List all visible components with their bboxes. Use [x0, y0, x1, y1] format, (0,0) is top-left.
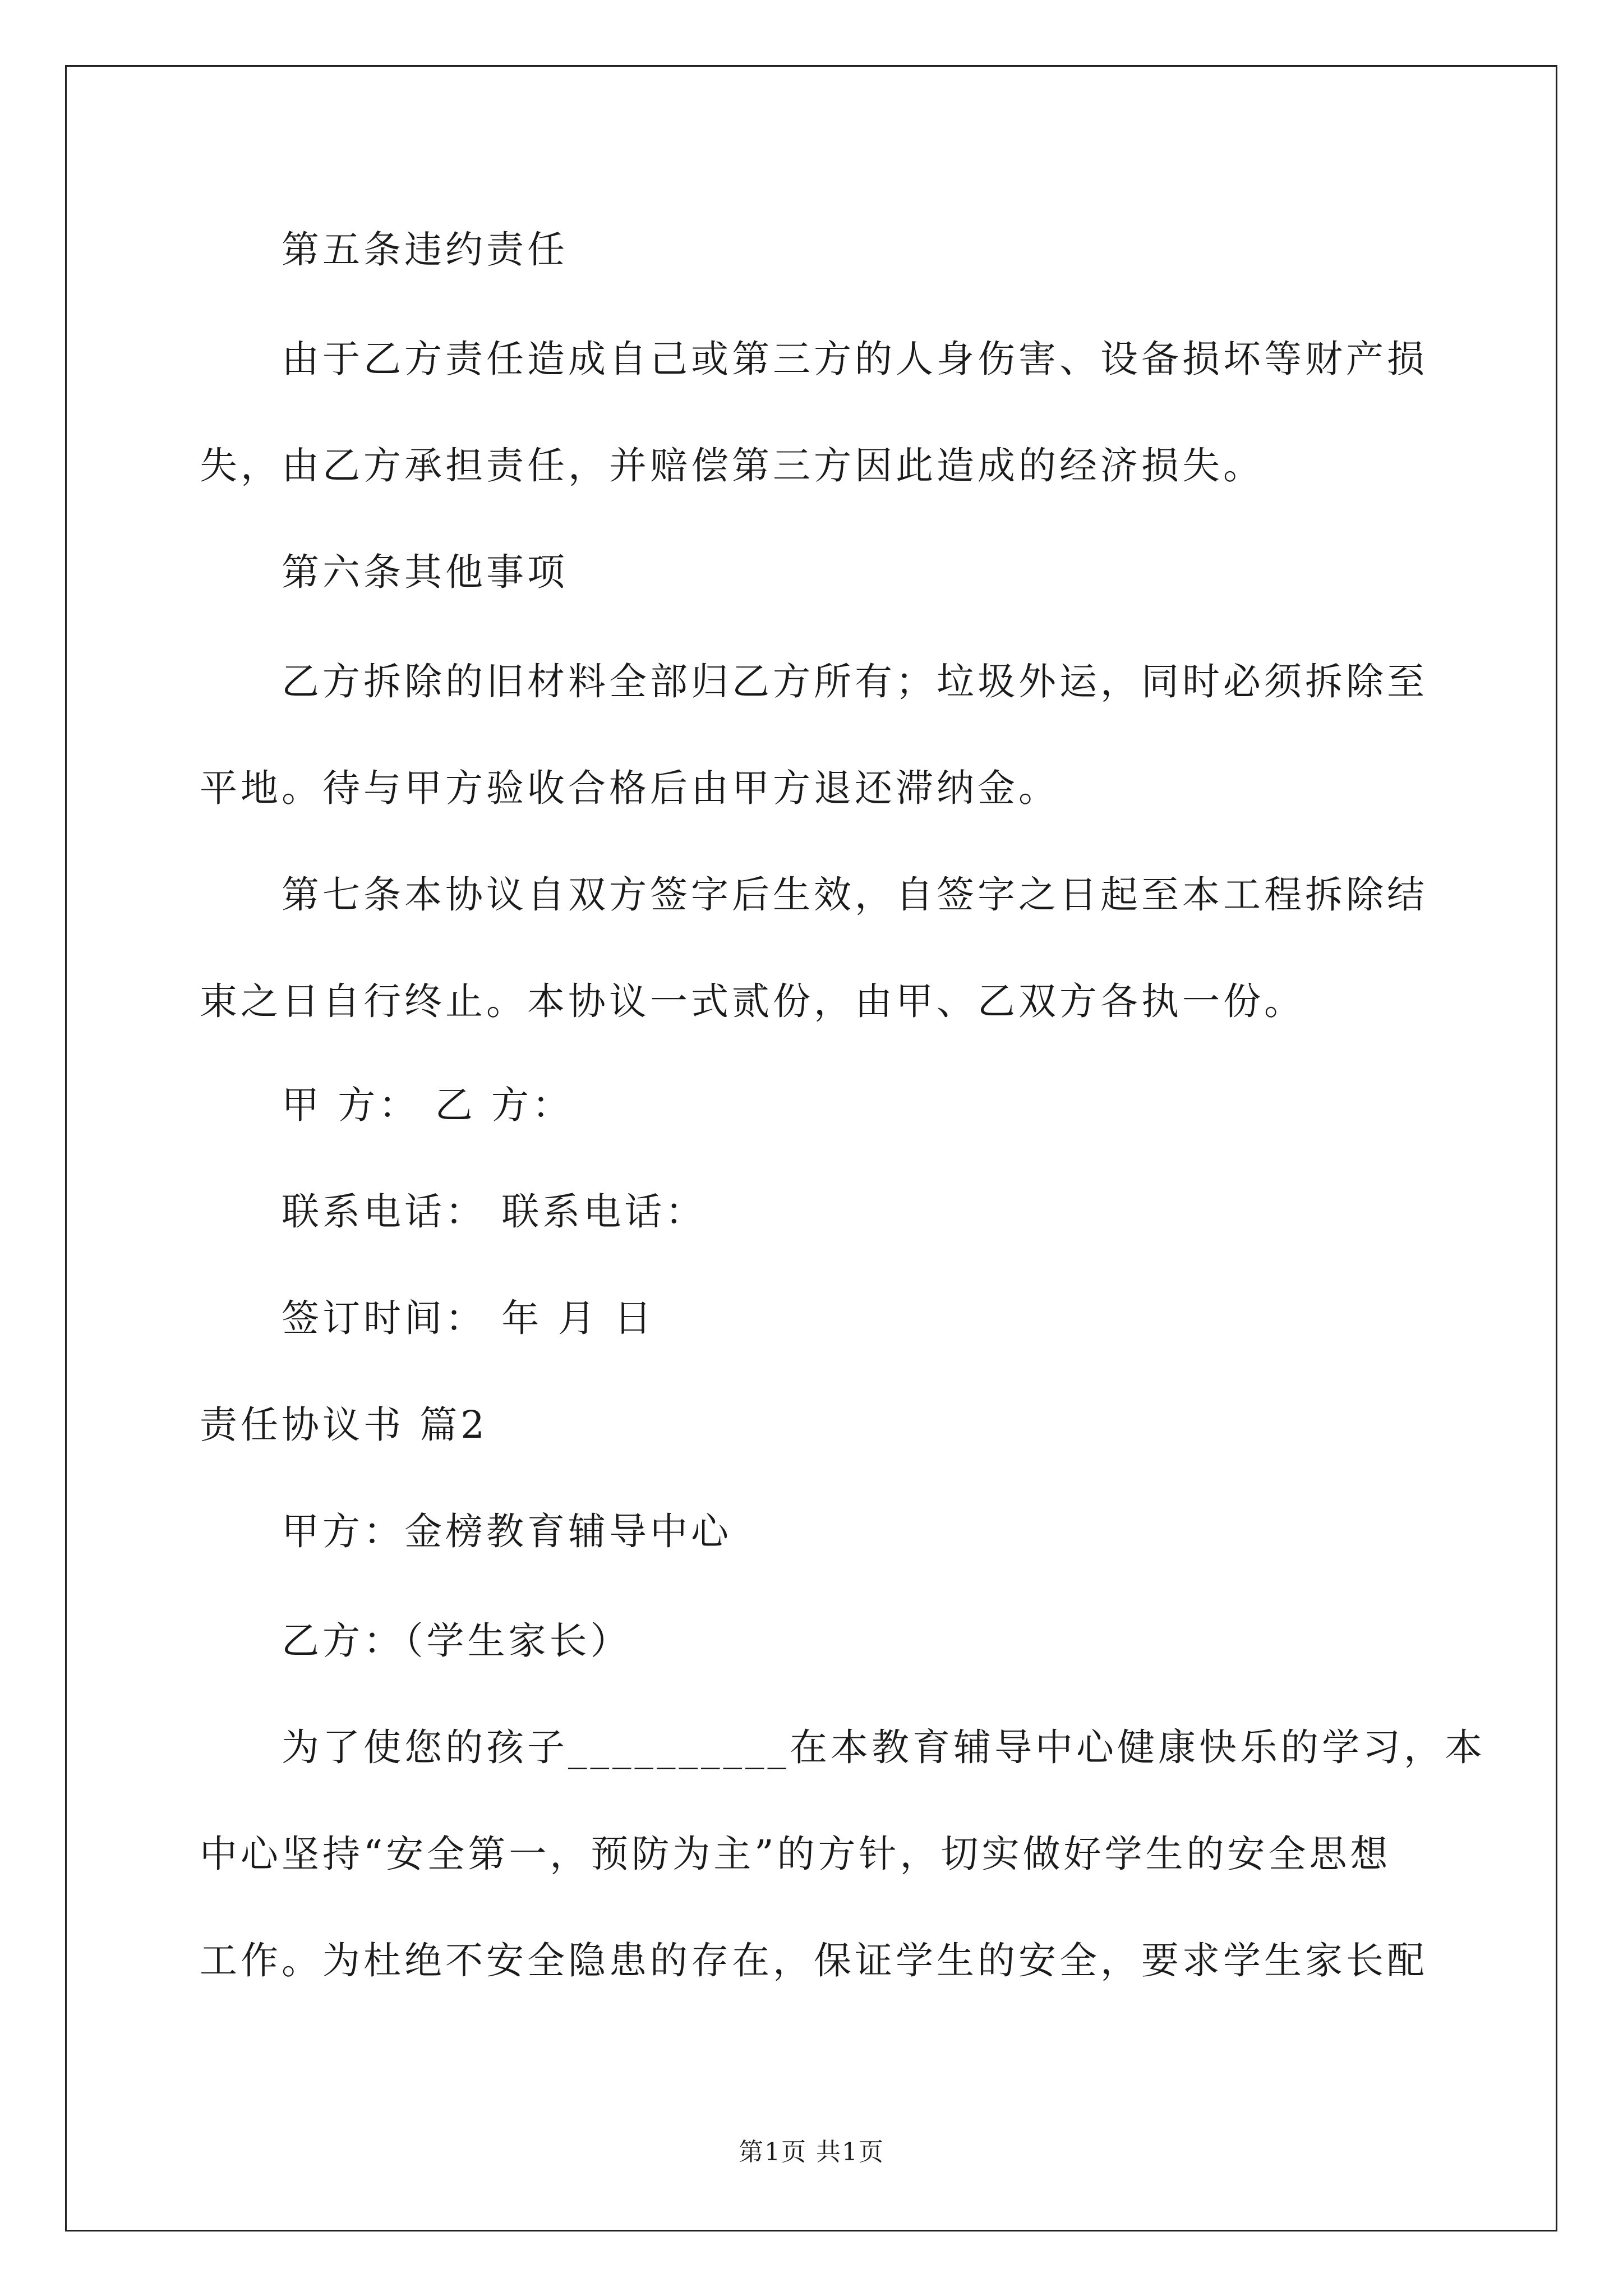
article-6-paragraph-cont: 平地。待与甲方验收合格后由甲方退还滞纳金。: [200, 766, 1059, 810]
intro-paragraph: 为了使您的孩子__________在本教育辅导中心健康快乐的学习，本: [282, 1726, 1486, 1769]
signature-date: 签订时间： 年 月 日: [282, 1296, 655, 1340]
article-6-paragraph: 乙方拆除的旧材料全部归乙方所有；垃圾外运，同时必须拆除至: [282, 660, 1428, 703]
page-footer: 第1页 共1页: [739, 2138, 884, 2166]
party-b-line: 乙方：（学生家长）: [282, 1619, 631, 1663]
article-7-paragraph: 第七条本协议自双方签字后生效，自签字之日起至本工程拆除结: [282, 873, 1428, 917]
party-a-line: 甲方：金榜教育辅导中心: [282, 1510, 732, 1553]
page-border: [65, 65, 1557, 2231]
intro-paragraph-cont-1: 中心坚持“安全第一，预防为主”的方针，切实做好学生的安全思想: [200, 1832, 1391, 1876]
signature-phone: 联系电话： 联系电话：: [282, 1190, 707, 1234]
article-5-paragraph-cont: 失，由乙方承担责任，并赔偿第三方因此造成的经济损失。: [200, 444, 1264, 487]
intro-paragraph-cont-2: 工作。为杜绝不安全隐患的存在，保证学生的安全，要求学生家长配: [200, 1939, 1428, 1982]
article-5-paragraph: 由于乙方责任造成自己或第三方的人身伤害、设备损坏等财产损: [282, 337, 1428, 381]
section-2-title: 责任协议书 篇2: [200, 1403, 488, 1447]
signature-parties: 甲 方： 乙 方：: [282, 1083, 573, 1127]
article-6-heading: 第六条其他事项: [282, 550, 568, 594]
article-7-paragraph-cont: 束之日自行终止。本协议一式贰份，由甲、乙双方各执一份。: [200, 979, 1305, 1023]
article-5-heading: 第五条违约责任: [282, 228, 568, 272]
